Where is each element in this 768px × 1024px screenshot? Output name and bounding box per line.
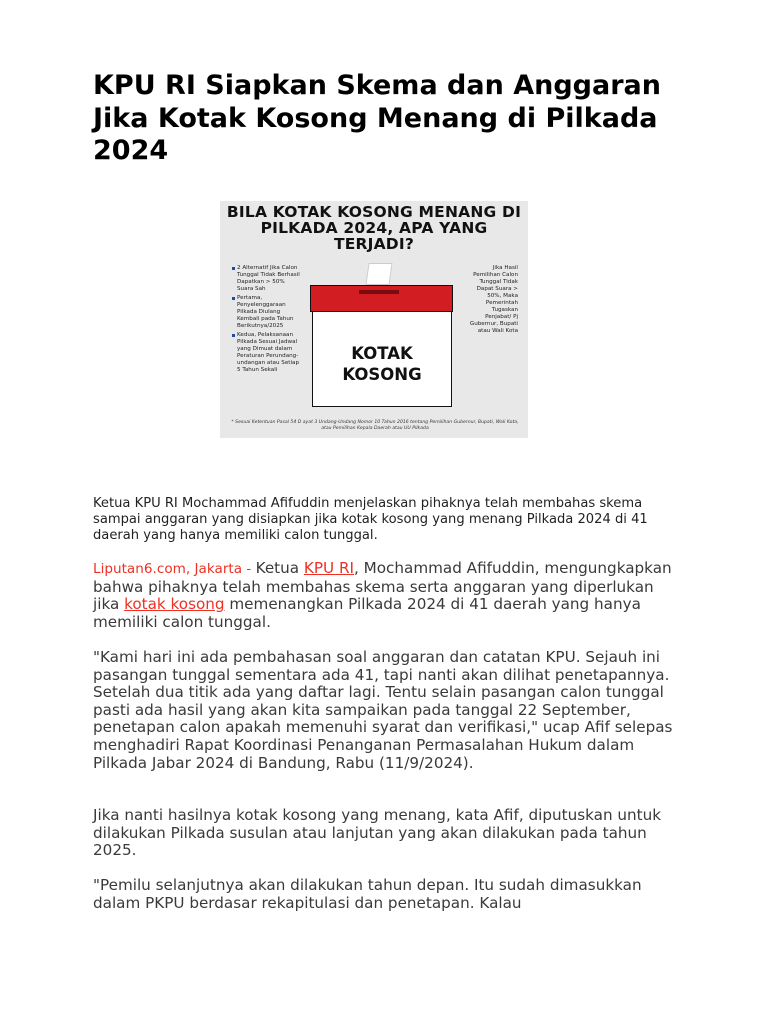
- kotak-kosong-link[interactable]: kotak kosong: [124, 595, 225, 614]
- infographic-footnote: * Sesuai Ketentuan Pasal 54 D ayat 3 Undang-Undang Nomor 10 Tahun 2016 tentang Pemilihan Gubernur, Bupati, Wali Kota, atau Pemilihan Kepala Daerah atau UU Pilkada: [231, 420, 519, 431]
- paragraph-text: memenangkan Pilkada 2024 di 41 daerah yang hanya memiliki calon tunggal.: [93, 595, 641, 631]
- infographic-right-text: Jika Hasil Pemilihan Calon Tunggal Tidak Dapat Suara > 50%, Maka Pemerintah Tugaskan Penjabat/ Pj Gubernur, Bupati atau Wali Kota: [469, 265, 518, 334]
- paragraph-text: , Mochammad Afifuddin, mengungkapkan bahwa pihaknya telah membahas skema serta anggaran yang diperlukan jika: [93, 559, 672, 614]
- infographic-left-item: Kedua, Pelaksanaan Pilkada Sesuai Jadwal yang Dimuat dalam Peraturan Perundang-undangan atau Setiap 5 Tahun Sekali: [232, 332, 300, 374]
- paragraph-text: Ketua: [255, 559, 304, 577]
- article-infographic: [220, 201, 528, 438]
- article-paragraph-3: Jika nanti hasilnya kotak kosong yang menang, kata Afif, diputuskan untuk dilakukan Pilkada susulan atau lanjutan yang akan dilakukan pada tahun 2025.: [93, 806, 662, 860]
- article-title: KPU RI Siapkan Skema dan Anggaran Jika Kotak Kosong Menang di Pilkada 2024: [93, 70, 661, 166]
- source-dateline: Liputan6.com, Jakarta -: [93, 561, 256, 577]
- article-paragraph-1: [93, 560, 683, 631]
- ballot-paper-icon: [365, 263, 392, 285]
- infographic-left-list: [232, 265, 300, 376]
- infographic-title: BILA KOTAK KOSONG MENANG DI PILKADA 2024, APA YANG TERJADI?: [226, 203, 522, 253]
- article-paragraph-4: "Pemilu selanjutnya akan dilakukan tahun depan. Itu sudah dimasukkan dalam PKPU berdasar rekapitulasi dan penetapan. Kalau: [93, 876, 642, 912]
- ballot-box-label: KOTAK KOSONG: [342, 344, 422, 384]
- ballot-box-lid-icon: [310, 285, 453, 312]
- kpu-ri-link[interactable]: KPU RI: [303, 559, 354, 577]
- infographic-left-item: Pertama, Penyelenggaraan Pilkada Diulang Kembali pada Tahun Berikutnya/2025: [232, 295, 300, 330]
- infographic-left-item: 2 Alternatif Jika Calon Tunggal Tidak Berhasil Dapatkan > 50% Suara Sah: [232, 265, 300, 293]
- article-summary: Ketua KPU RI Mochammad Afifuddin menjelaskan pihaknya telah membahas skema sampai anggaran yang disiapkan jika kotak kosong yang menang Pilkada 2024 di 41 daerah yang hanya memiliki calon tunggal.: [93, 496, 648, 543]
- article-paragraph-2: "Kami hari ini ada pembahasan soal anggaran dan catatan KPU. Sejauh ini pasangan tunggal sementara ada 41, tapi nanti akan dilihat penetapannya. Setelah dua titik ada yang daftar lagi. Tentu selain pasangan calon tunggal pasti ada hasil yang akan kita sampaikan pada tanggal 22 September, penetapan calon apakah memenuhi syarat dan verifikasi," ucap Afif selepas menghadiri Rapat Koordinasi Penanganan Permasalahan Hukum dalam Pilkada Jabar 2024 di Bandung, Rabu (11/9/2024).: [93, 648, 673, 772]
